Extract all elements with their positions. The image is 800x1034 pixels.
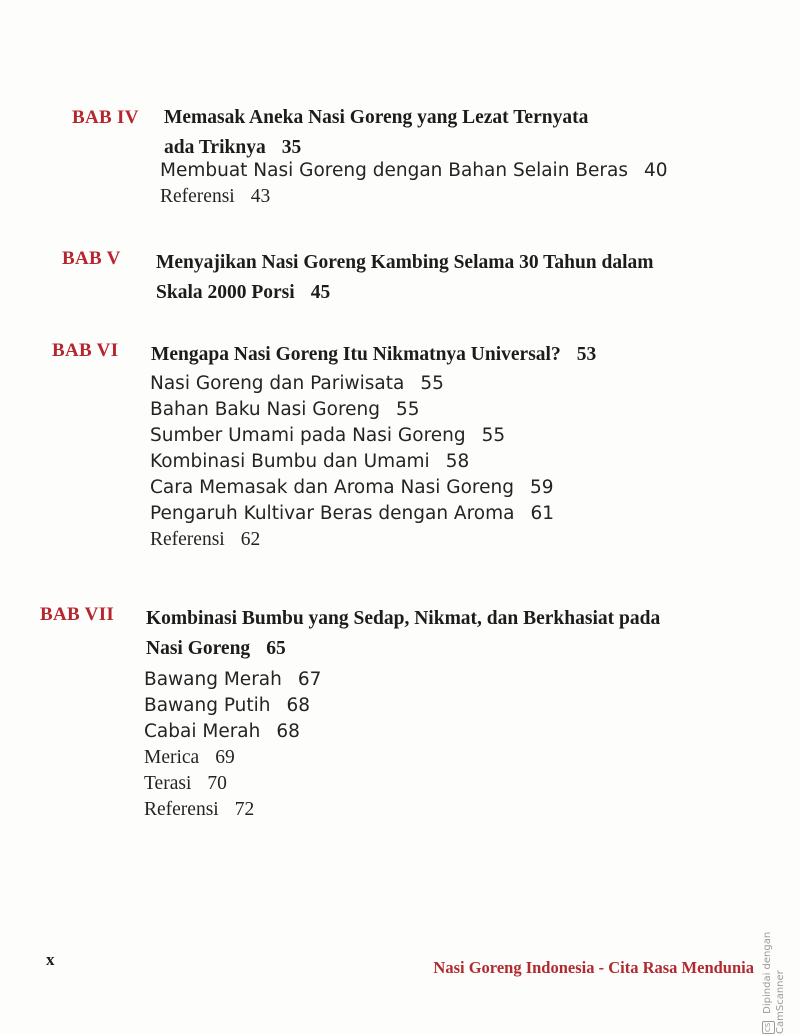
- chapter-title: [164, 103, 588, 163]
- list-item: [144, 745, 321, 771]
- section-title: Cara Memasak dan Aroma Nasi Goreng: [150, 477, 514, 498]
- section-page-number: 68: [276, 721, 300, 742]
- list-item: [150, 527, 554, 553]
- section-title: Referensi: [150, 529, 225, 550]
- section-page-number: 72: [234, 799, 255, 820]
- section-page-number: 58: [445, 451, 470, 472]
- list-item: [144, 693, 321, 719]
- list-item: [160, 184, 668, 210]
- section-title: Bawang Putih: [144, 695, 271, 716]
- chapter-title-line: ada Triknya: [164, 137, 266, 158]
- section-page-number: 70: [207, 773, 227, 794]
- section-page-number: 61: [530, 503, 555, 524]
- footer-book-title: Nasi Goreng Indonesia - Cita Rasa Mendunia: [433, 958, 754, 977]
- section-page-number: 68: [286, 695, 311, 716]
- section-page-number: 62: [240, 529, 261, 550]
- chapter-page-number: 53: [576, 344, 597, 365]
- section-page-number: 40: [643, 160, 668, 181]
- section-page-number: 55: [420, 373, 444, 394]
- section-title: Pengaruh Kultivar Beras dengan Aroma: [150, 503, 515, 524]
- chapter-title-line: Nasi Goreng: [146, 638, 251, 659]
- section-title: Sumber Umami pada Nasi Goreng: [150, 425, 466, 446]
- section-title: Kombinasi Bumbu dan Umami: [150, 451, 430, 472]
- list-item: [150, 397, 554, 423]
- chapter-title: [156, 248, 654, 308]
- chapter-number: BAB VII: [40, 604, 115, 625]
- section-page-number: 55: [396, 399, 420, 420]
- chapter-title: [146, 604, 660, 664]
- list-item: [150, 423, 554, 449]
- section-title: Merica: [144, 747, 200, 768]
- section-title: Bahan Baku Nasi Goreng: [150, 399, 381, 420]
- list-item: [144, 797, 321, 823]
- chapter-number: BAB IV: [72, 107, 139, 128]
- chapter-page-number: 45: [310, 282, 331, 303]
- section-page-number: 67: [297, 669, 322, 690]
- list-item: [150, 449, 554, 475]
- section-title: Referensi: [160, 186, 235, 207]
- section-title: Referensi: [144, 799, 219, 820]
- chapter-title: [151, 340, 596, 370]
- list-item: [150, 501, 554, 527]
- scanner-watermark: [762, 884, 786, 1034]
- section-title: Terasi: [144, 773, 192, 794]
- section-list: [160, 158, 668, 210]
- section-title: Nasi Goreng dan Pariwisata: [150, 373, 405, 394]
- section-title: Cabai Merah: [144, 721, 261, 742]
- footer-page-number: x: [46, 950, 55, 969]
- section-page-number: 43: [250, 186, 271, 207]
- chapter-title-line: Memasak Aneka Nasi Goreng yang Lezat Ternyata: [164, 107, 589, 128]
- section-page-number: 69: [215, 747, 235, 768]
- section-list: [150, 371, 554, 553]
- list-item: [150, 475, 554, 501]
- chapter-number: BAB V: [62, 248, 121, 269]
- list-item: [144, 719, 321, 745]
- section-page-number: 55: [481, 425, 506, 446]
- list-item: [150, 371, 554, 397]
- camscanner-icon: CS: [762, 1021, 775, 1034]
- chapter-page-number: 65: [266, 638, 286, 659]
- section-title: Bawang Merah: [144, 669, 282, 690]
- section-page-number: 59: [529, 477, 554, 498]
- list-item: [144, 667, 321, 693]
- list-item: [160, 158, 668, 184]
- chapter-title-line: Kombinasi Bumbu yang Sedap, Nikmat, dan Berkhasiat pada: [146, 608, 661, 629]
- scanner-watermark-text: Dipindai dengan CamScanner: [762, 931, 786, 1034]
- chapter-title-line: Mengapa Nasi Goreng Itu Nikmatnya Universal?: [151, 344, 561, 365]
- chapter-title-line: Skala 2000 Porsi: [156, 282, 295, 303]
- section-list: [144, 667, 321, 823]
- chapter-number: BAB VI: [52, 340, 119, 361]
- chapter-page-number: 35: [281, 137, 302, 158]
- list-item: [144, 771, 321, 797]
- section-title: Membuat Nasi Goreng dengan Bahan Selain Beras: [160, 160, 628, 181]
- chapter-title-line: Menyajikan Nasi Goreng Kambing Selama 30 Tahun dalam: [156, 252, 654, 273]
